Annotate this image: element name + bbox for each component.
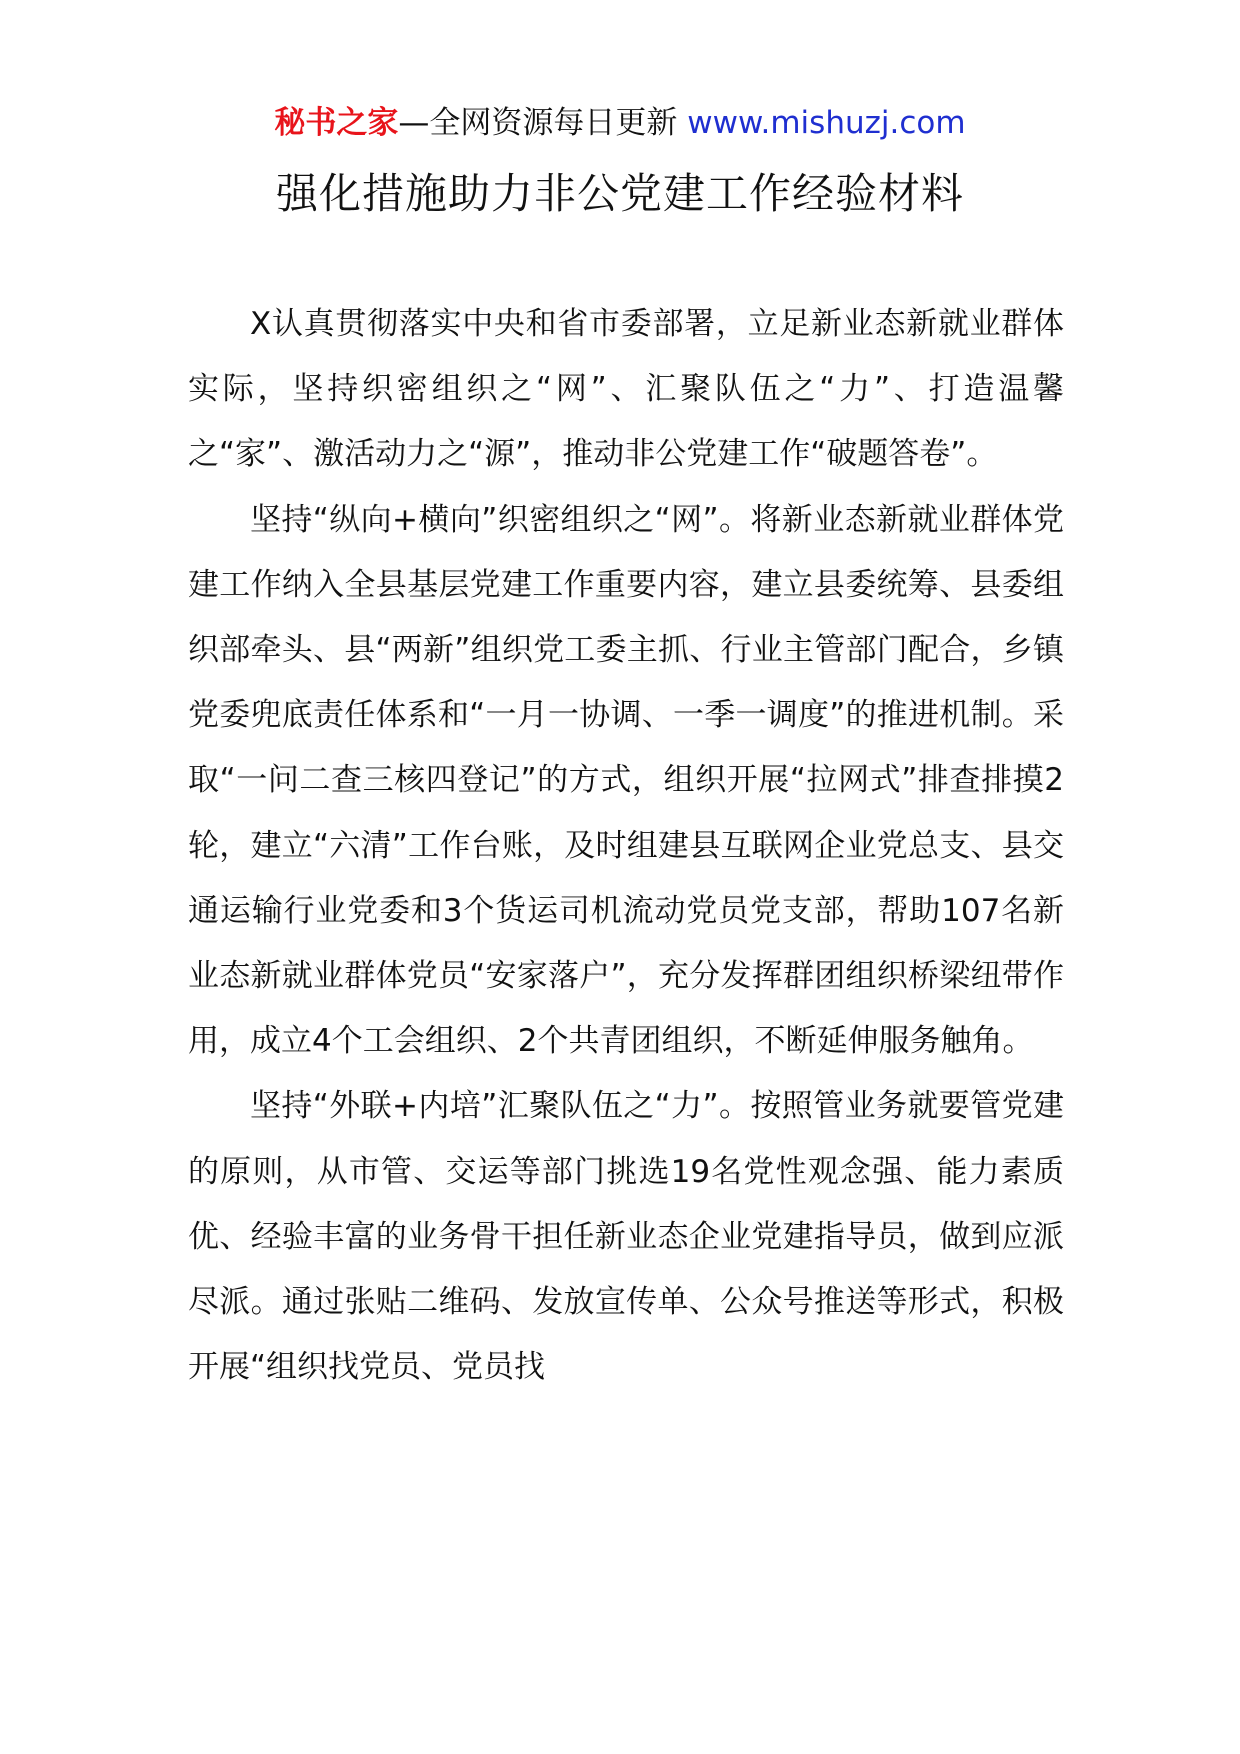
site-header: [0, 100, 1240, 146]
paragraph-intro: X认真贯彻落实中央和省市委部署，立足新业态新就业群体实际，坚持织密组织之“网”、汇聚队伍之“力”、打造温馨之“家”、激活动力之“源”，推动非公党建工作“破题答卷”。: [188, 306, 1064, 473]
brand-name: 秘书之家: [274, 105, 399, 141]
header-slogan: —全网资源每日更新: [398, 105, 678, 141]
paragraph-team-strength: 坚持“外联+内培”汇聚队伍之“力”。按照管业务就要管党建的原则，从市管、交运等部门挑选19名党性观念强、能力素质优、经验丰富的业务骨干担任新业态企业党建指导员，做到应派尽派。通过张贴二维码、发放宣传单、公众号推送等形式，积极开展“组织找党员、党员找: [188, 1088, 1064, 1386]
document-body: [188, 292, 1064, 1400]
site-url-link[interactable]: www.mishuzj.com: [687, 105, 966, 141]
document-title: 强化措施助力非公党建工作经验材料: [275, 169, 964, 218]
paragraph-organization-network: 坚持“纵向+横向”织密组织之“网”。将新业态新就业群体党建工作纳入全县基层党建工作重要内容，建立县委统筹、县委组织部牵头、县“两新”组织党工委主抓、行业主管部门配合，乡镇党委兜底责任体系和“一月一协调、一季一调度”的推进机制。采取“一问二查三核四登记”的方式，组织开展“拉网式”排查排摸2轮，建立“六清”工作台账，及时组建县互联网企业党总支、县交通运输行业党委和3个货运司机流动党员党支部，帮助107名新业态新就业群体党员“安家落户”，充分发挥群团组织桥梁纽带作用，成立4个工会组织、2个共青团组织，不断延伸服务触角。: [188, 501, 1064, 1060]
